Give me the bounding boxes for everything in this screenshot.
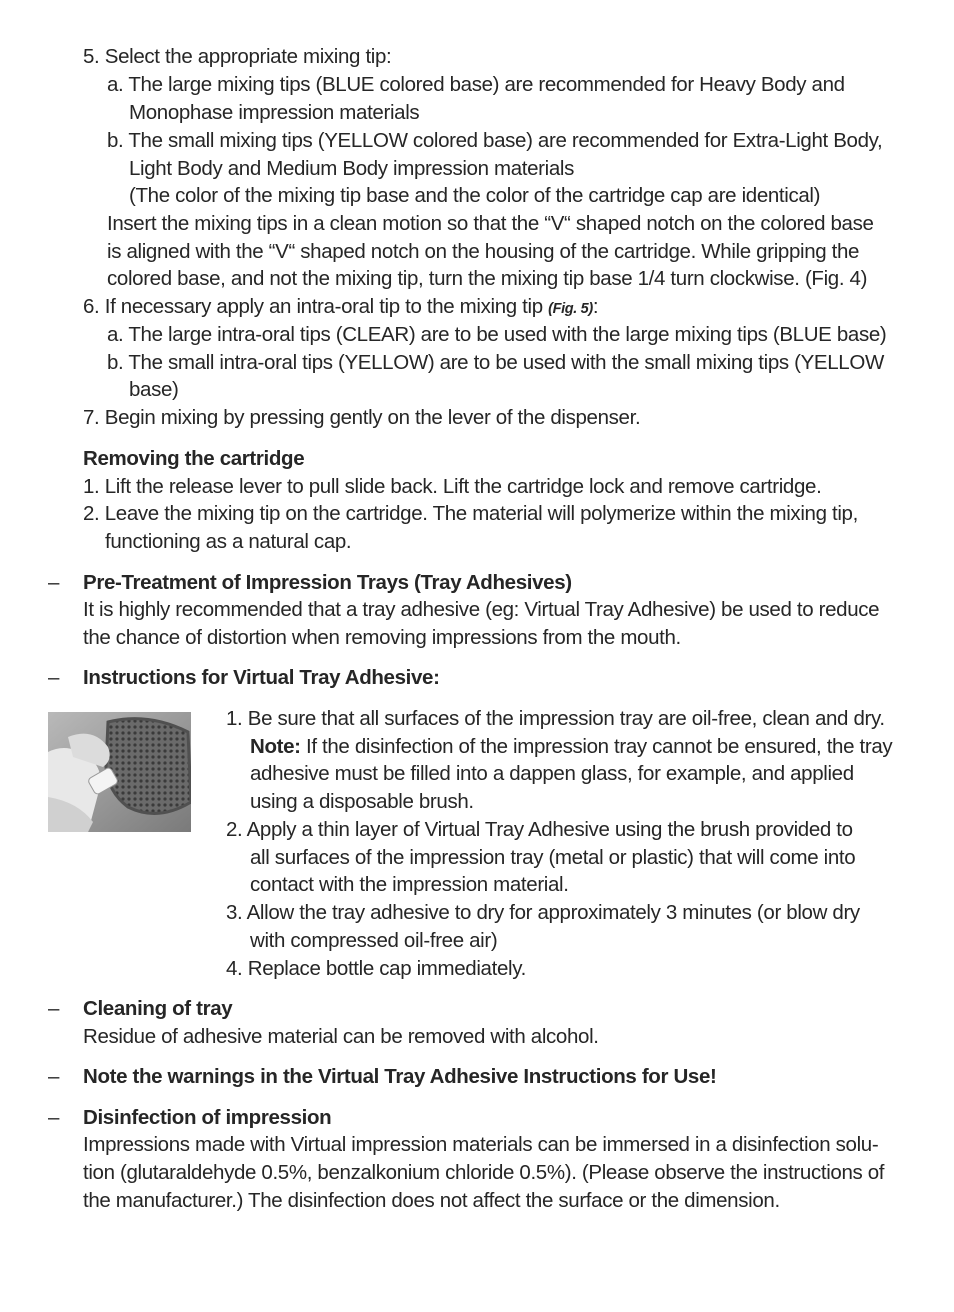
tray-adhesive-application-photo bbox=[48, 712, 191, 832]
step6-b-line1: b. The small intra-oral tips (YELLOW) are to be used with the small mixing tips (YELLOW bbox=[107, 351, 884, 374]
step5-b-line3: (The color of the mixing tip base and the color of the cartridge cap are identical) bbox=[129, 184, 821, 207]
step6-title-line bbox=[83, 293, 598, 323]
fig5-reference: (Fig. 5) bbox=[548, 301, 593, 317]
pretreatment-body-line2: the chance of distortion when removing impressions from the mouth. bbox=[83, 626, 681, 649]
instructions-note-line2: adhesive must be filled into a dappen glass, for example, and applied bbox=[250, 762, 854, 785]
instructions-heading: Instructions for Virtual Tray Adhesive: bbox=[83, 666, 440, 689]
disinfection-body-line3: the manufacturer.) The disinfection does not affect the surface or the dimension. bbox=[83, 1189, 780, 1212]
pretreatment-heading: Pre-Treatment of Impression Trays (Tray Adhesives) bbox=[83, 571, 572, 594]
disinfection-body-line2: tion (glutaraldehyde 0.5%, benzalkonium chloride 0.5%). (Please observe the instructions of bbox=[83, 1161, 885, 1184]
step5-a-line2: Monophase impression materials bbox=[129, 101, 420, 124]
pretreatment-body-line1: It is highly recommended that a tray adhesive (eg: Virtual Tray Adhesive) be used to reduce bbox=[83, 598, 880, 621]
step7: 7. Begin mixing by pressing gently on the lever of the dispenser. bbox=[83, 406, 641, 429]
warning-heading: Note the warnings in the Virtual Tray Adhesive Instructions for Use! bbox=[83, 1065, 717, 1088]
step6-title: 6. If necessary apply an intra-oral tip to the mixing tip bbox=[83, 295, 543, 318]
instructions-item2-line1: 2. Apply a thin layer of Virtual Tray Adhesive using the brush provided to bbox=[226, 818, 853, 841]
step5-b-line2: Light Body and Medium Body impression materials bbox=[129, 157, 575, 180]
step6-b-line2: base) bbox=[129, 378, 179, 401]
instructions-item2-line2: all surfaces of the impression tray (metal or plastic) that will come into bbox=[250, 846, 856, 869]
bullet-dash: – bbox=[48, 666, 60, 689]
disinfection-body-line1: Impressions made with Virtual impression materials can be immersed in a disinfection solu- bbox=[83, 1133, 879, 1156]
step5-insert-line3: colored base, and not the mixing tip, turn the mixing tip base 1/4 turn clockwise. (Fig. 4) bbox=[107, 267, 868, 290]
removing-item1: 1. Lift the release lever to pull slide back. Lift the cartridge lock and remove cartridge. bbox=[83, 475, 822, 498]
step5-a-line1: a. The large mixing tips (BLUE colored base) are recommended for Heavy Body and bbox=[107, 73, 845, 96]
bullet-dash: – bbox=[48, 571, 60, 594]
removing-item2-line1: 2. Leave the mixing tip on the cartridge. The material will polymerize within the mixing tip, bbox=[83, 502, 858, 525]
note-text: If the disinfection of the impression tray cannot be ensured, the tray bbox=[300, 735, 893, 758]
step5-b-line1: b. The small mixing tips (YELLOW colored base) are recommended for Extra-Light Body, bbox=[107, 129, 883, 152]
step5-insert-line2: is aligned with the “V“ shaped notch on the housing of the cartridge. While gripping the bbox=[107, 240, 860, 263]
bullet-dash: – bbox=[48, 1065, 60, 1088]
instructions-note-line3: using a disposable brush. bbox=[250, 790, 474, 813]
step6-colon: : bbox=[592, 295, 599, 318]
step5-title: 5. Select the appropriate mixing tip: bbox=[83, 45, 392, 68]
bullet-dash: – bbox=[48, 1106, 60, 1129]
disinfection-heading: Disinfection of impression bbox=[83, 1106, 332, 1129]
step5-insert-line1: Insert the mixing tips in a clean motion so that the “V“ shaped notch on the colored base bbox=[107, 212, 874, 235]
instructions-note-line1 bbox=[250, 733, 892, 761]
cleaning-heading: Cleaning of tray bbox=[83, 997, 233, 1020]
removing-heading: Removing the cartridge bbox=[83, 447, 305, 470]
note-label: Note: bbox=[250, 735, 301, 758]
instructions-item3-line2: with compressed oil-free air) bbox=[250, 929, 498, 952]
step6-a: a. The large intra-oral tips (CLEAR) are to be used with the large mixing tips (BLUE base) bbox=[107, 323, 887, 346]
cleaning-body: Residue of adhesive material can be removed with alcohol. bbox=[83, 1025, 599, 1048]
instructions-item1: 1. Be sure that all surfaces of the impression tray are oil-free, clean and dry. bbox=[226, 707, 885, 730]
instructions-item3-line1: 3. Allow the tray adhesive to dry for approximately 3 minutes (or blow dry bbox=[226, 901, 860, 924]
removing-item2-line2: functioning as a natural cap. bbox=[105, 530, 352, 553]
instructions-item4: 4. Replace bottle cap immediately. bbox=[226, 957, 526, 980]
instructions-item2-line3: contact with the impression material. bbox=[250, 873, 569, 896]
bullet-dash: – bbox=[48, 997, 60, 1020]
